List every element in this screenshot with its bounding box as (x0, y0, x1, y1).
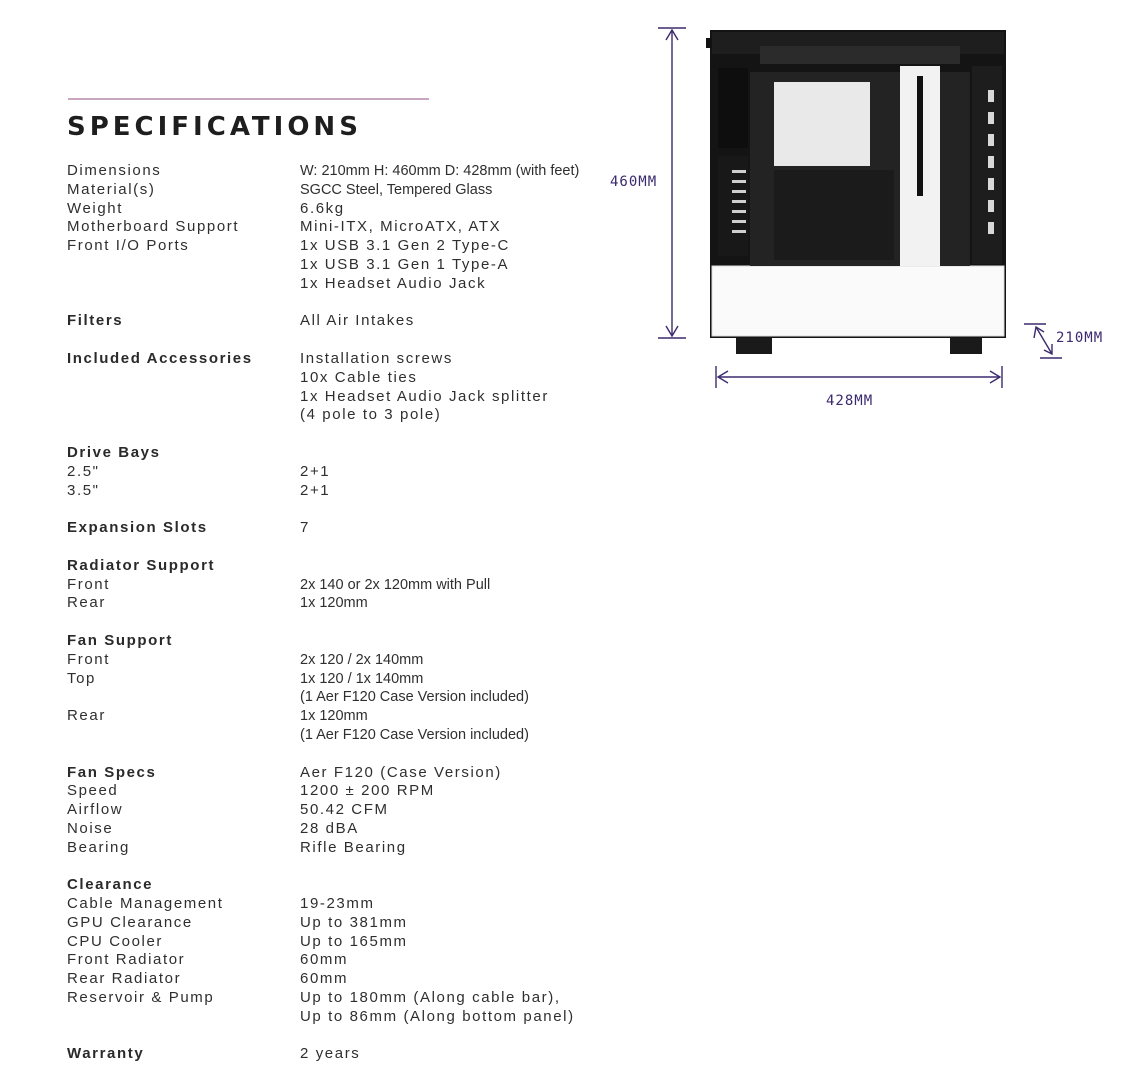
spec-section-row (67, 312, 627, 331)
motherboard-tray (774, 170, 894, 260)
spec-label: 3.5" (67, 481, 100, 499)
spec-value: 1x 120 / 1x 140mm (300, 670, 424, 687)
front-fan (718, 68, 748, 148)
height-dimension (658, 28, 686, 338)
spacer (67, 538, 627, 557)
case-dimension-figure (600, 20, 1122, 420)
spacer (67, 294, 627, 313)
spec-row (67, 256, 627, 275)
spec-row (67, 914, 627, 933)
spec-label: CPU Cooler (67, 932, 164, 950)
spec-value: (1 Aer F120 Case Version included) (300, 726, 529, 743)
spec-label: Weight (67, 199, 124, 217)
spec-row (67, 200, 627, 219)
spec-row (67, 369, 627, 388)
spec-value: 1x Headset Audio Jack (300, 274, 487, 292)
width-dimension (716, 366, 1002, 388)
top-fan-bracket (760, 46, 960, 64)
spec-row (67, 482, 627, 501)
spec-row (67, 707, 627, 726)
spec-value: 19-23mm (300, 895, 375, 913)
cpu-cutout (774, 82, 870, 166)
spec-section-heading: Drive Bays (67, 443, 161, 461)
spec-section-heading: Fan Support (67, 631, 173, 649)
spec-label: Front (67, 650, 111, 668)
spec-row (67, 388, 627, 407)
case-foot-front (736, 338, 772, 354)
spec-label: Reservoir & Pump (67, 989, 215, 1007)
spacer (67, 500, 627, 519)
spec-row (67, 801, 627, 820)
spec-value: 1x USB 3.1 Gen 2 Type-C (300, 237, 510, 255)
spec-row (67, 839, 627, 858)
spec-row (67, 1008, 627, 1027)
spec-value: Installation screws (300, 349, 453, 367)
spec-table (67, 162, 627, 1064)
spec-section-heading: Included Accessories (67, 349, 253, 367)
spec-value: Up to 165mm (300, 932, 408, 950)
spec-value: 50.42 CFM (300, 801, 389, 819)
spec-value: 28 dBA (300, 819, 359, 837)
spec-section-heading: Warranty (67, 1045, 145, 1063)
spec-label: Rear (67, 707, 106, 725)
spec-section-row (67, 764, 627, 783)
spec-section-row (67, 876, 627, 895)
spec-row (67, 237, 627, 256)
depth-label: 210MM (1056, 330, 1104, 346)
spec-section-row (67, 444, 627, 463)
spec-value: 10x Cable ties (300, 368, 418, 386)
spec-label: Front (67, 575, 111, 593)
spec-section-heading: Fan Specs (67, 763, 157, 781)
width-label: 428MM (826, 393, 874, 409)
spec-value: 60mm (300, 951, 349, 969)
rear-panel (972, 66, 1002, 264)
spec-value: 6.6kg (300, 199, 345, 217)
spec-section-row (67, 1045, 627, 1064)
spec-value: 2 years (300, 1045, 361, 1063)
spacer (67, 425, 627, 444)
spec-value: 1x 120mm (300, 595, 368, 612)
spec-section-heading: Clearance (67, 876, 154, 894)
spec-value: SGCC Steel, Tempered Glass (300, 181, 493, 198)
spec-section-row (67, 350, 627, 369)
spec-section-heading: Filters (67, 312, 124, 330)
case-foot-rear (950, 338, 982, 354)
spec-row (67, 933, 627, 952)
spec-row (67, 951, 627, 970)
spec-value: Rifle Bearing (300, 838, 407, 856)
spec-label: Rear (67, 594, 106, 612)
spec-value: W: 210mm H: 460mm D: 428mm (with feet) (300, 163, 580, 179)
height-label: 460MM (610, 174, 658, 190)
spec-value: 2+1 (300, 481, 331, 499)
spec-row (67, 970, 627, 989)
spec-value: 2x 120 / 2x 140mm (300, 651, 424, 668)
spec-label: Front Radiator (67, 951, 186, 969)
spec-section-heading: Radiator Support (67, 556, 216, 574)
spec-row (67, 162, 627, 181)
spec-section-row (67, 632, 627, 651)
spec-label: Speed (67, 782, 119, 800)
spec-label: Top (67, 669, 96, 687)
spec-row (67, 406, 627, 425)
spec-label: Noise (67, 819, 114, 837)
spec-row (67, 651, 627, 670)
spec-label: Front I/O Ports (67, 237, 190, 255)
spec-value: 1x USB 3.1 Gen 1 Type-A (300, 255, 510, 273)
spec-row (67, 218, 627, 237)
page-title: SPECIFICATIONS (67, 112, 362, 142)
spec-value: Up to 180mm (Along cable bar), (300, 989, 561, 1007)
spec-row (67, 181, 627, 200)
spec-label: 2.5" (67, 462, 100, 480)
spec-row (67, 670, 627, 689)
cable-bar-slot (917, 76, 923, 196)
spec-value: (4 pole to 3 pole) (300, 406, 442, 424)
spec-row (67, 895, 627, 914)
spec-section-row (67, 557, 627, 576)
spec-value: Up to 86mm (Along bottom panel) (300, 1007, 575, 1025)
spec-label: Material(s) (67, 180, 156, 198)
spec-row (67, 989, 627, 1008)
accent-rule (68, 98, 429, 100)
spec-row (67, 275, 627, 294)
spec-value: All Air Intakes (300, 312, 415, 330)
spec-label: GPU Clearance (67, 913, 193, 931)
spec-label: Motherboard Support (67, 218, 240, 236)
spec-label: Cable Management (67, 895, 224, 913)
spec-value: Aer F120 (Case Version) (300, 763, 502, 781)
spec-row (67, 576, 627, 595)
spec-row (67, 463, 627, 482)
spec-row (67, 688, 627, 707)
spec-value: 1x Headset Audio Jack splitter (300, 387, 549, 405)
spec-value: Mini-ITX, MicroATX, ATX (300, 218, 502, 236)
spec-row (67, 594, 627, 613)
spec-section-heading: Expansion Slots (67, 519, 208, 537)
spec-label: Bearing (67, 838, 130, 856)
spacer (67, 857, 627, 876)
spec-row (67, 820, 627, 839)
spec-value: 7 (300, 519, 310, 537)
spec-label: Rear Radiator (67, 970, 182, 988)
spec-value: 60mm (300, 970, 349, 988)
spec-row (67, 782, 627, 801)
spec-value: (1 Aer F120 Case Version included) (300, 689, 529, 706)
spacer (67, 745, 627, 764)
spec-label: Airflow (67, 801, 124, 819)
spacer (67, 613, 627, 632)
spec-row (67, 726, 627, 745)
front-io-button (706, 38, 712, 48)
spec-value: 1x 120mm (300, 708, 368, 725)
case-illustration (600, 20, 1122, 420)
spec-label: Dimensions (67, 162, 162, 179)
spacer (67, 1027, 627, 1046)
psu-shroud (712, 266, 1004, 336)
spec-value: Up to 381mm (300, 913, 408, 931)
spec-value: 1200 ± 200 RPM (300, 782, 435, 800)
spec-section-row (67, 519, 627, 538)
spec-value: 2x 140 or 2x 120mm with Pull (300, 576, 491, 593)
spacer (67, 331, 627, 350)
spec-value: 2+1 (300, 462, 331, 480)
